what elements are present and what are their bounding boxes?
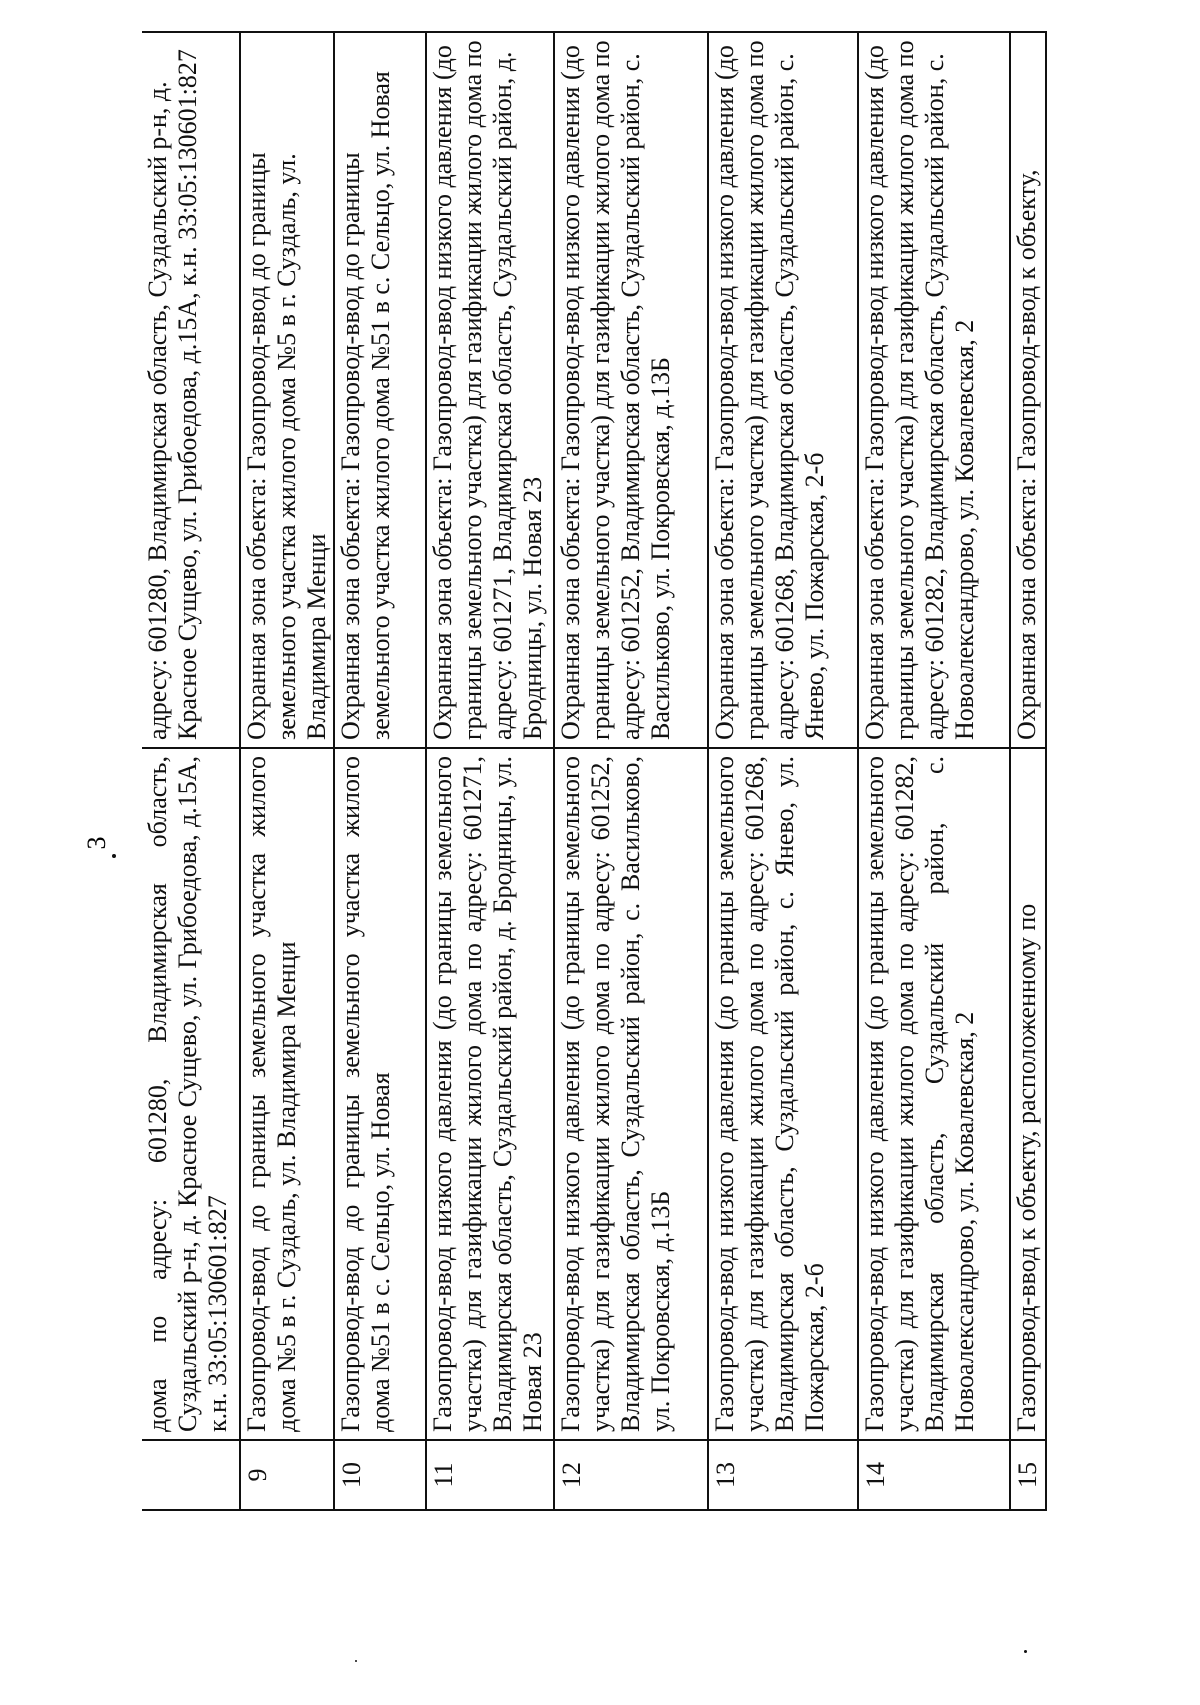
protection-zone-cell: Охранная зона объекта: Газопровод-ввод низкого давления (до границы земельного участка) для газификации жилого дома по адресу: 601268, Владимирская область, Суздальский район, с. Янево, ул. Пожарская, 2-б	[708, 32, 858, 748]
row-number-cell: 12	[554, 1440, 708, 1510]
row-number-cell	[142, 1440, 240, 1510]
object-description-cell: Газопровод-ввод к объекту, расположенному по	[1010, 748, 1046, 1440]
table-row	[1010, 32, 1046, 1510]
scan-speck	[1024, 1650, 1027, 1653]
row-number-cell: 14	[858, 1440, 1010, 1510]
table-row	[426, 32, 554, 1510]
row-number-cell: 10	[334, 1440, 426, 1510]
table-row	[554, 32, 708, 1510]
object-description-cell: дома по адресу: 601280, Владимирская область, Суздальский р-н, д. Красное Сущево, ул. Грибоедова, д.15А, к.н. 33:05:130601:827	[142, 748, 240, 1440]
rotated-table-container	[142, 31, 1044, 1511]
gas-pipeline-table	[142, 31, 1047, 1511]
protection-zone-cell: Охранная зона объекта: Газопровод-ввод низкого давления (до границы земельного участка) для газификации жилого дома по адресу: 601252, Владимирская область, Суздальский район, с. Васильково, ул. Покровская, д.13Б	[554, 32, 708, 748]
table-row	[858, 32, 1010, 1510]
table-row	[334, 32, 426, 1510]
protection-zone-cell: адресу: 601280, Владимирская область, Суздальский р-н, д. Красное Сущево, ул. Грибоедова, д.15А, к.н. 33:05:130601:827	[142, 32, 240, 748]
protection-zone-cell: Охранная зона объекта: Газопровод-ввод до границы земельного участка жилого дома №5 в г. Суздаль, ул. Владимира Менци	[240, 32, 334, 748]
scan-speck	[112, 854, 116, 858]
object-description-cell: Газопровод-ввод низкого давления (до границы земельного участка) для газификации жилого дома по адресу: 601252, Владимирская область, Суздальский район, с. Васильково, ул. Покровская, д.13Б	[554, 748, 708, 1440]
scan-speck	[355, 1660, 357, 1662]
protection-zone-cell: Охранная зона объекта: Газопровод-ввод к объекту,	[1010, 32, 1046, 748]
object-description-cell: Газопровод-ввод до границы земельного участка жилого дома №5 в г. Суздаль, ул. Владимира Менци	[240, 748, 334, 1440]
object-description-cell: Газопровод-ввод низкого давления (до границы земельного участка) для газификации жилого дома по адресу: 601282, Владимирская область, Суздальский район, с. Новоалександрово, ул. Ковалевская, 2	[858, 748, 1010, 1440]
protection-zone-cell: Охранная зона объекта: Газопровод-ввод до границы земельного участка жилого дома №51 в с. Сельцо, ул. Новая	[334, 32, 426, 748]
object-description-cell: Газопровод-ввод до границы земельного участка жилого дома №51 в с. Сельцо, ул. Новая	[334, 748, 426, 1440]
table-row	[708, 32, 858, 1510]
page-number: 3	[82, 836, 111, 850]
protection-zone-cell: Охранная зона объекта: Газопровод-ввод низкого давления (до границы земельного участка) для газификации жилого дома по адресу: 601271, Владимирская область, Суздальский район, д. Бродницы, ул. Новая 23	[426, 32, 554, 748]
row-number-cell: 15	[1010, 1440, 1046, 1510]
table-row	[240, 32, 334, 1510]
row-number-cell: 9	[240, 1440, 334, 1510]
object-description-cell: Газопровод-ввод низкого давления (до границы земельного участка) для газификации жилого дома по адресу: 601268, Владимирская область, Суздальский район, с. Янево, ул. Пожарская, 2-б	[708, 748, 858, 1440]
row-number-cell: 13	[708, 1440, 858, 1510]
protection-zone-cell: Охранная зона объекта: Газопровод-ввод низкого давления (до границы земельного участка) для газификации жилого дома по адресу: 601282, Владимирская область, Суздальский район, с. Новоалександрово, ул. Ковалевская, 2	[858, 32, 1010, 748]
object-description-cell: Газопровод-ввод низкого давления (до границы земельного участка) для газификации жилого дома по адресу: 601271, Владимирская область, Суздальский район, д. Бродницы, ул. Новая 23	[426, 748, 554, 1440]
table-row	[142, 32, 240, 1510]
row-number-cell: 11	[426, 1440, 554, 1510]
